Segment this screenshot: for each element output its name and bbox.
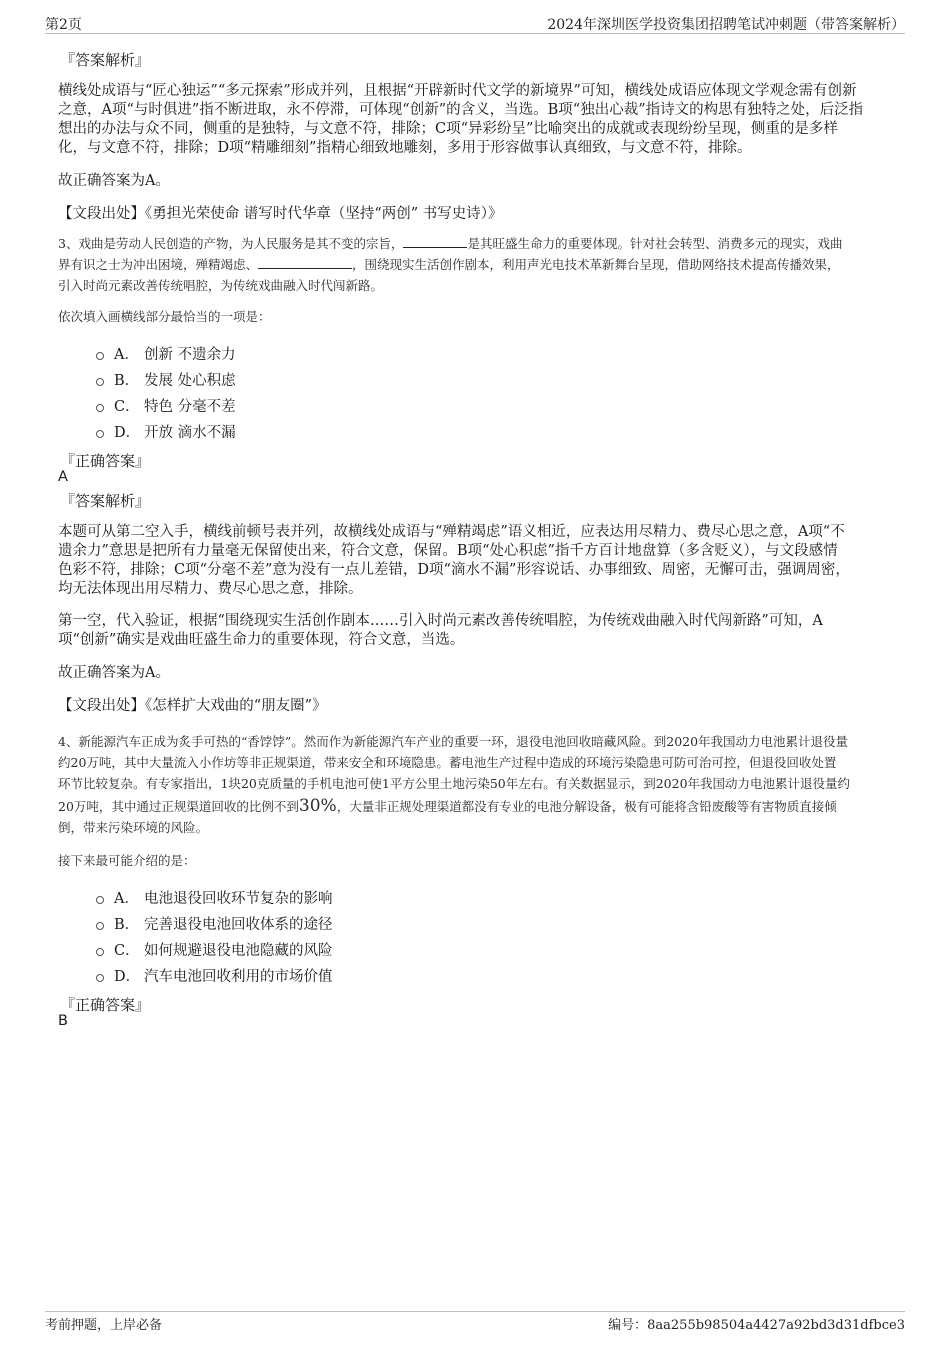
q3-stem-line-1: 3、戏曲是劳动人民创造的产物，为人民服务是其不变的宗旨， 是其旺盛生命力的重要体现。针对社会转型、消费多元的现实，戏曲 bbox=[58, 233, 842, 254]
q2-conclusion: 故正确答案为A。 bbox=[58, 173, 170, 189]
radio-icon[interactable] bbox=[96, 948, 104, 956]
radio-icon[interactable] bbox=[96, 404, 104, 412]
q3-correct-label: 『正确答案』 bbox=[60, 452, 151, 470]
radio-icon[interactable] bbox=[96, 378, 104, 386]
q3-blank-2 bbox=[258, 254, 352, 269]
q2-source: 【文段出处】《勇担光荣使命 谱写时代华章（坚持“两创” 书写史诗）》 bbox=[58, 206, 503, 222]
q3-analysis-line-3: 色彩不符，排除；C项“分毫不差”意为没有一点儿差错，D项“滴水不漏”形容说话、办事细致、周密，无懈可击，强调周密， bbox=[58, 562, 850, 578]
q3-option-b[interactable]: B． 发展 处心积虑 bbox=[96, 369, 236, 390]
q3-analysis-line-2: 遗余力”意思是把所有力量毫无保留使出来，符合文意，保留。B项“处心积虑”指千方百计地盘算（多含贬义），与文段感情 bbox=[58, 543, 838, 559]
q4-option-a[interactable]: A． 电池退役回收环节复杂的影响 bbox=[96, 887, 333, 908]
q4-correct-answer: B bbox=[58, 1013, 68, 1029]
radio-icon[interactable] bbox=[96, 352, 104, 360]
q2-analysis-label: 『答案解析』 bbox=[60, 51, 151, 69]
q3-conclusion: 故正确答案为A。 bbox=[58, 665, 170, 681]
q4-stem-line-2: 约20万吨，其中大量流入小作坊等非正规渠道，带来安全和环境隐患。蓄电池生产过程中造成的环境污染隐患可防可治可控，但退役回收处置 bbox=[58, 755, 837, 770]
q3-option-c[interactable]: C． 特色 分毫不差 bbox=[96, 395, 236, 416]
q4-stem-line-1: 4、新能源汽车正成为炙手可热的“香饽饽”。然而作为新能源汽车产业的重要一环，退役电池回收暗藏风险。到2020年我国动力电池累计退役量 bbox=[58, 734, 849, 749]
q3-blank-1 bbox=[403, 233, 467, 248]
q4-option-d[interactable]: D． 汽车电池回收利用的市场价值 bbox=[96, 965, 333, 986]
q4-correct-label: 『正确答案』 bbox=[60, 996, 151, 1014]
q3-option-d[interactable]: D． 开放 滴水不漏 bbox=[96, 421, 236, 442]
radio-icon[interactable] bbox=[96, 974, 104, 982]
q2-analysis-line-4: 化，与文意不符，排除；D项“精雕细刻”指精心细致地雕刻，多用于形容做事认真细致，与文意不符，排除。 bbox=[58, 140, 752, 156]
q2-analysis-line-3: 想出的办法与众不同，侧重的是独特，与文意不符，排除；C项“异彩纷呈”比喻突出的成就或表现纷纷呈现，侧重的是多样 bbox=[58, 121, 838, 137]
q3-analysis-line-6: 项“创新”确实是戏曲旺盛生命力的重要体现，符合文意，当选。 bbox=[58, 632, 465, 648]
q4-stem-line-3: 环节比较复杂。有专家指出，1块20克质量的手机电池可使1平方公里土地污染50年左右。有关数据显示，到2020年我国动力电池累计退役量约 bbox=[58, 776, 851, 791]
q3-prompt: 依次填入画横线部分最恰当的一项是： bbox=[58, 309, 271, 324]
q2-analysis-line-2: 之意，A项“与时俱进”指不断进取，永不停滞，可体现“创新”的含义，当选。B项“独出心裁”指诗文的构思有独特之处，后泛指 bbox=[58, 102, 864, 118]
radio-icon[interactable] bbox=[96, 896, 104, 904]
q3-option-a[interactable]: A． 创新 不遗余力 bbox=[96, 343, 236, 364]
q4-stem-line-4: 20万吨，其中通过正规渠道回收的比例不到30%，大量非正规处理渠道都没有专业的电池分解设备，极有可能将含铅废酸等有害物质直接倾 bbox=[58, 796, 837, 816]
header-divider bbox=[45, 33, 905, 34]
q3-analysis-line-4: 均无法体现出用尽精力、费尽心思之意，排除。 bbox=[58, 581, 363, 597]
page-number: 第2页 bbox=[45, 17, 82, 33]
q4-prompt: 接下来最可能介绍的是： bbox=[58, 853, 196, 868]
q4-option-c[interactable]: C． 如何规避退役电池隐藏的风险 bbox=[96, 939, 333, 960]
document-title: 2024年深圳医学投资集团招聘笔试冲刺题（带答案解析） bbox=[547, 17, 905, 33]
q3-analysis-line-1: 本题可从第二空入手，横线前顿号表并列，故横线处成语与“殚精竭虑”语义相近，应表达用尽精力、费尽心思之意，A项“不 bbox=[58, 524, 845, 540]
footer-slogan: 考前押题，上岸必备 bbox=[45, 1318, 163, 1333]
q3-stem-line-3: 引入时尚元素改善传统唱腔，为传统戏曲融入时代闯新路。 bbox=[58, 278, 384, 293]
q3-stem-line-2: 界有识之士为冲出困境，殚精竭虑、 ，围绕现实生活创作剧本，利用声光电技术革新舞台呈现，借助网络技术提高传播效果， bbox=[58, 254, 840, 275]
radio-icon[interactable] bbox=[96, 922, 104, 930]
radio-icon[interactable] bbox=[96, 430, 104, 438]
q2-analysis-line-1: 横线处成语与“匠心独运”“多元探索”形成并列，且根据“开辟新时代文学的新境界”可知，横线处成语应体现文学观念需有创新 bbox=[58, 83, 857, 99]
q4-stem-line-5: 倒，带来污染环境的风险。 bbox=[58, 820, 209, 835]
q3-analysis-line-5: 第一空，代入验证，根据“围绕现实生活创作剧本……引入时尚元素改善传统唱腔，为传统戏曲融入时代闯新路”可知，A bbox=[58, 613, 823, 629]
q4-option-b[interactable]: B． 完善退役电池回收体系的途径 bbox=[96, 913, 333, 934]
footer-divider bbox=[45, 1311, 905, 1312]
q4-percentage: 30% bbox=[298, 796, 337, 816]
q3-analysis-label: 『答案解析』 bbox=[60, 492, 151, 510]
q3-source: 【文段出处】《怎样扩大戏曲的“朋友圈”》 bbox=[58, 698, 327, 714]
q3-correct-answer: A bbox=[58, 469, 68, 485]
document-id: 编号：8aa255b98504a4427a92bd3d31dfbce3 bbox=[608, 1318, 905, 1333]
